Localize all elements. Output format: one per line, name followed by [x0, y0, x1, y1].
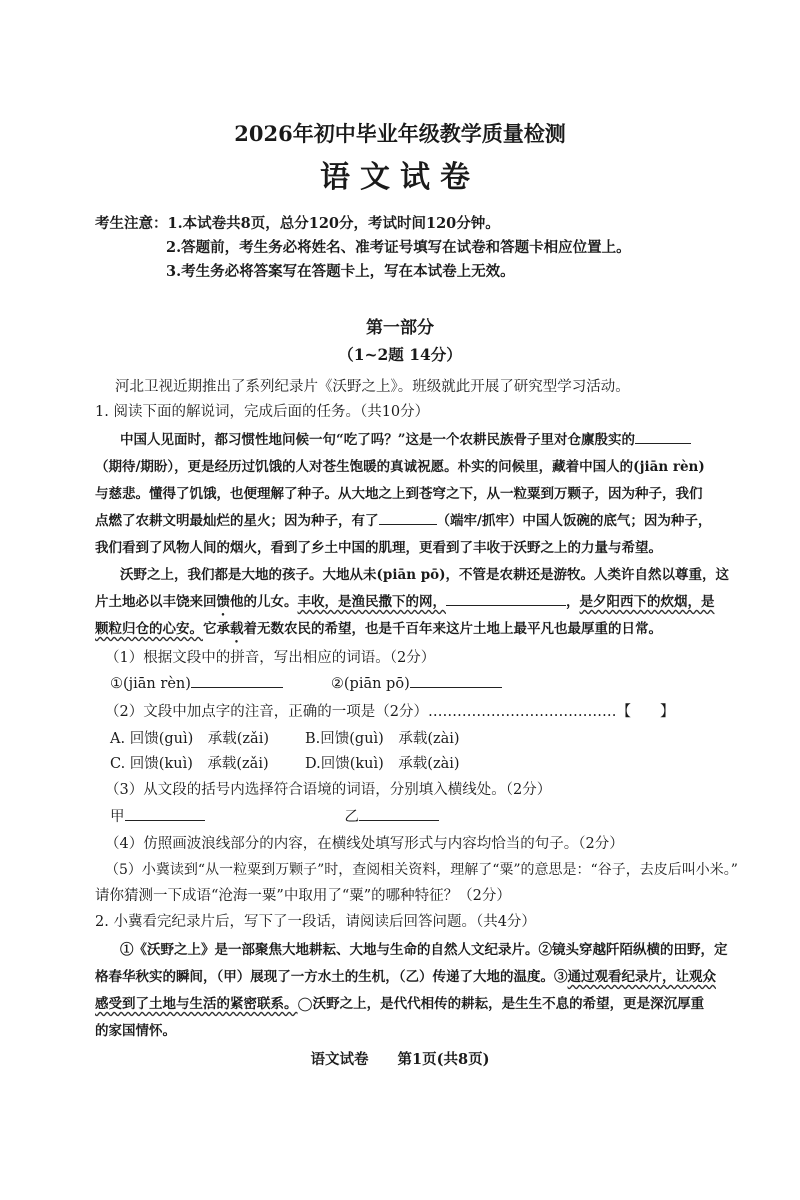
passage-p2-line-2: [95, 590, 715, 619]
passage-text: 片土地必以丰饶来回: [95, 594, 217, 610]
answer-blank-yi[interactable]: [359, 806, 439, 821]
option-a[interactable]: A. 回馈(guì) 承载(zǎi): [110, 731, 269, 747]
passage-text: 它承: [203, 621, 230, 637]
wavy-underline-text: 是夕阳西下的炊烟，是: [579, 594, 715, 610]
wavy-underline-text: 丰收，是渔民撒下的网，: [297, 594, 446, 610]
q2-passage-line-1: ①《沃野之上》是一部聚焦大地耕耘、大地与生命的自然人文纪录片。②镜头穿越阡陌纵横的田野，定: [120, 942, 728, 958]
option-b[interactable]: B.回馈(guì) 承载(zài): [305, 731, 460, 747]
answer-blank-jia[interactable]: [125, 806, 205, 821]
q2-passage-line-2: [95, 965, 716, 985]
task-2: （2）文段中加点字的注音，正确的一项是（2分）…………………………………【 】: [105, 704, 675, 720]
passage-p1-line-3: 与慈悲。懂得了饥饿，也便理解了种子。从大地之上到苍穹之下，从一粒粟到万颗子，因为种子，我们: [95, 486, 703, 502]
imitation-blank[interactable]: [446, 591, 566, 606]
option-c[interactable]: C. 回馈(kuì) 承载(zǎi): [110, 756, 269, 772]
wavy-underline-text: 感受到了土地与生活的紧密联系。: [95, 996, 298, 1012]
task-4: （4）仿照画波浪线部分的内容，在横线处填写形式与内容均恰当的句子。（2分）: [105, 836, 624, 852]
notice-item-2: 2.答题前，考生务必将姓名、准考证号填写在试卷和答题卡相应位置上。: [166, 239, 631, 256]
passage-text: 他的儿女。: [230, 594, 298, 610]
notice-label: 考生注意：: [95, 215, 168, 232]
passage-p1-line-4: [95, 509, 711, 529]
task-3-answers: [110, 805, 439, 826]
passage-text: （端牢/抓牢）中国人饭碗的底气；因为种子，: [436, 513, 712, 529]
passage-p1-line-2: （期待/期盼），更是经历过饥饿的人对苍生饱暖的真诚祝愿。朴实的问候里，藏着中国人的(jiān rèn): [95, 459, 705, 475]
task-3-yi-label: 乙: [344, 809, 359, 825]
passage-p1-line-5: 我们看到了风物人间的烟火，看到了乡土中国的肌理，更看到了丰收于沃野之上的力量与希望。: [95, 540, 662, 556]
passage-text: 中国人见面时，都习惯性地问候一句“吃了吗？”这是一个农耕民族骨子里对仓廪殷实的: [120, 432, 636, 448]
task-1-b-label: ②(piān pō): [330, 676, 410, 692]
passage-p2-line-3: [95, 617, 662, 646]
task-1-answers: [110, 673, 502, 692]
answer-blank-jianren[interactable]: [191, 673, 283, 688]
task-3-jia-label: 甲: [110, 809, 125, 825]
exam-title: 2026年初中毕业年级教学质量检测: [234, 121, 566, 146]
footer-subject: 语文试卷: [310, 1051, 369, 1068]
task-5-line-1: （5）小冀读到“从一粒粟到万颗子”时，查阅相关资料，理解了“粟”的意思是：“谷子，去皮后叫小米。”: [105, 862, 738, 878]
passage-text: 格春华秋实的瞬间，（甲）展现了一方水土的生机，（乙）传递了大地的温度。③: [95, 969, 568, 985]
passage-p1-line-1: [120, 428, 691, 448]
footer-page-number: 第1页(共8页): [397, 1051, 490, 1068]
passage-text: ◯沃野之上，是代代相传的耕耘，是生生不息的希望，更是深沉厚重: [297, 996, 705, 1012]
q2-passage-line-3: [95, 992, 704, 1012]
page-footer: [0, 1048, 800, 1069]
q2-passage-line-4: 的家国情怀。: [95, 1023, 176, 1039]
question-1-stem: 1. 阅读下面的解说词，完成后面的任务。（共10分）: [95, 404, 430, 420]
task-1: （1）根据文段中的拼音，写出相应的词语。（2分）: [105, 650, 436, 666]
dotted-char-zai: 载: [230, 621, 244, 637]
passage-text: 着无数农民的希望，也是千百年来这片土地上最平凡也最厚重的日常。: [243, 621, 662, 637]
task-3: （3）从文段的括号内选择符合语境的词语，分别填入横线处。（2分）: [105, 782, 552, 798]
passage-text: 点燃了农耕文明最灿烂的星火；因为种子，有了: [95, 513, 379, 529]
part-title: 第一部分: [366, 318, 434, 338]
question-2-stem: 2. 小冀看完纪录片后，写下了一段话，请阅读后回答问题。（共4分）: [95, 914, 536, 930]
passage-p2-line-1: 沃野之上，我们都是大地的孩子。大地从未(piān pō)，不管是农耕还是游牧。人类许自然以尊重，这: [120, 567, 730, 583]
notice-item-1: 1.本试卷共8页，总分120分，考试时间120分钟。: [167, 215, 500, 232]
notice-item-3: 3.考生务必将答案写在答题卡上，写在本试卷上无效。: [166, 263, 515, 280]
task-1-a-label: ①(jiān rèn): [110, 676, 191, 692]
dotted-char-kui: 馈: [216, 594, 230, 610]
passage-text: ，: [566, 594, 580, 610]
blank-jia[interactable]: [635, 429, 691, 444]
blank-yi[interactable]: [379, 510, 437, 525]
subject-title: 语文试卷: [320, 160, 480, 195]
notice-line-1: [95, 212, 500, 233]
task-5-line-2: 请你猜测一下成语“沧海一粟”中取用了“粟”的哪种特征？（2分）: [95, 888, 511, 904]
wavy-underline-text: 通过观看纪录片，让观众: [567, 969, 716, 985]
wavy-underline-text: 颗粒归仓的心安。: [95, 621, 203, 637]
intro-text: 河北卫视近期推出了系列纪录片《沃野之上》。班级就此开展了研究型学习活动。: [115, 379, 630, 395]
option-d[interactable]: D.回馈(kuì) 承载(zài): [305, 756, 460, 772]
answer-blank-pianpo[interactable]: [410, 673, 502, 688]
part-subtitle: （1~2题 14分）: [338, 345, 462, 364]
